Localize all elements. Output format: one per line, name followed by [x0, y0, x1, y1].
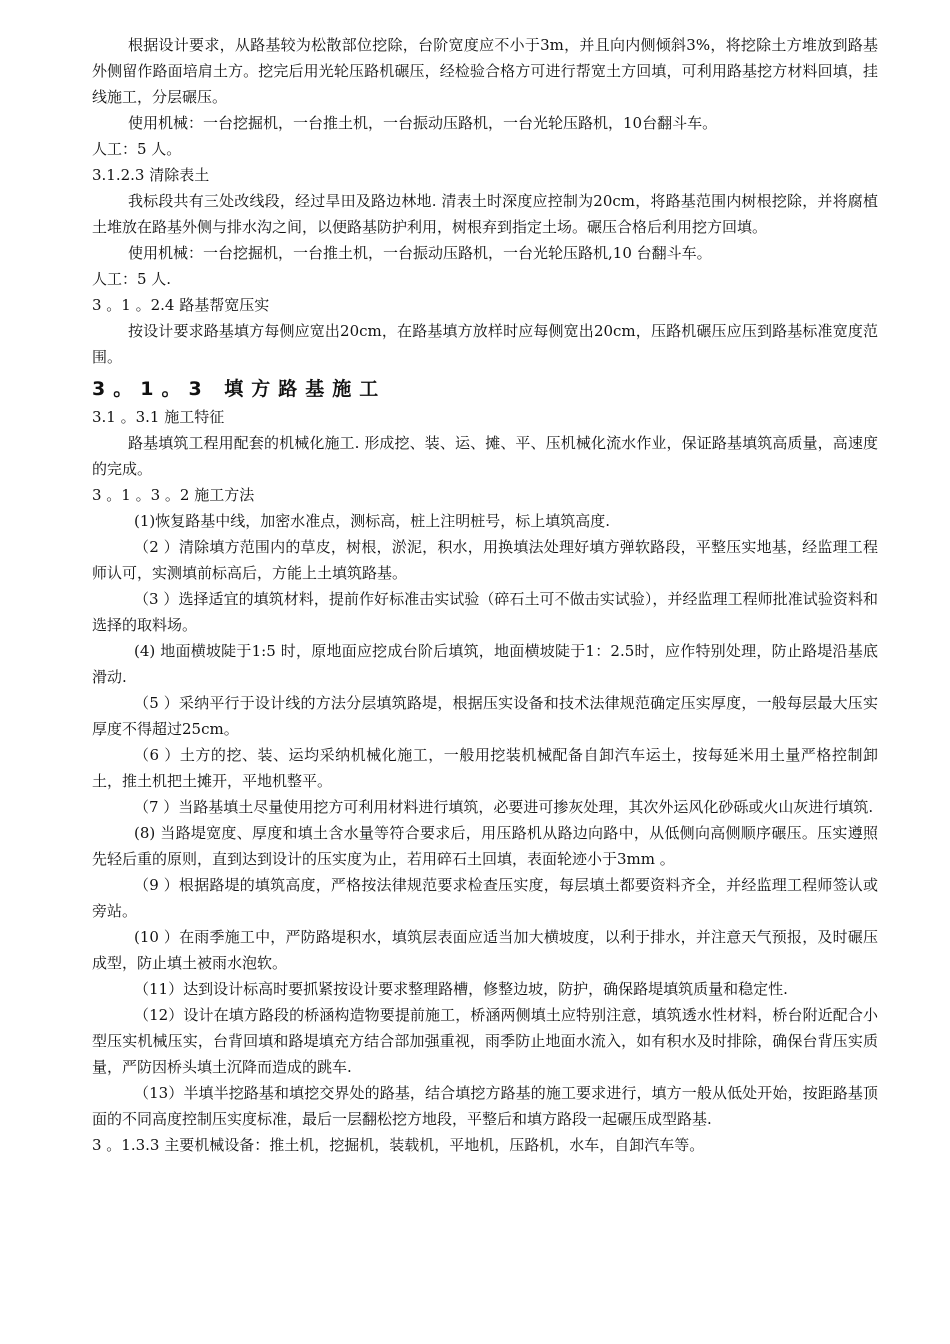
- section-heading-313: 3。1。3 填方路基施工: [92, 378, 387, 400]
- list-item: （3 ）选择适宜的填筑材料，提前作好标准击实试验（碎石土可不做击实试验），并经监理工程师批准试验资料和选择的取料场。: [92, 590, 878, 634]
- paragraph: 使用机械：一台挖掘机，一台推土机，一台振动压路机，一台光轮压路机，10台翻斗车。: [128, 114, 718, 132]
- paragraph: 我标段共有三处改线段，经过旱田及路边林地. 清表土时深度应控制为20cm，将路基范围内树根挖除，并将腐植土堆放在路基外侧与排水沟之间，以便路基防护利用，树根弃到指定土场。碾压合格后利用挖方回填。: [92, 192, 878, 236]
- list-item: （12）设计在填方路段的桥涵构造物要提前施工，桥涵两侧填土应特别注意，填筑透水性材料，桥台附近配合小型压实机械压实，台背回填和路堤填充方结合部加强重视，雨季防止地面水流入，如有积水及时排除，确保台背压实质量，严防因桥头填土沉降而造成的跳车.: [92, 1006, 878, 1076]
- section-heading-3123: 3.1.2.3 清除表土: [92, 166, 210, 184]
- section-heading-3133: 3 。1.3.3 主要机械设备：推土机，挖掘机，装载机，平地机，压路机，水车，自卸汽车等。: [92, 1136, 705, 1154]
- list-item: （6 ）土方的挖、装、运均采纳机械化施工，一般用挖装机械配备自卸汽车运土，按每延米用土量严格控制卸土，推土机把土摊开，平地机整平。: [92, 746, 878, 790]
- paragraph: 路基填筑工程用配套的机械化施工. 形成挖、装、运、摊、平、压机械化流水作业，保证路基填筑高质量，高速度的完成。: [92, 434, 878, 478]
- paragraph: 人工：5 人.: [92, 270, 172, 288]
- document-body: [92, 32, 878, 1158]
- list-item: （9 ）根据路堤的填筑高度，严格按法律规范要求检查压实度，每层填土都要资料齐全，并经监理工程师签认或旁站。: [92, 876, 878, 920]
- section-heading-3132: 3 。1 。3 。2 施工方法: [92, 486, 255, 504]
- list-item: （5 ）采纳平行于设计线的方法分层填筑路堤，根据压实设备和技术法律规范确定压实厚度，一般每层最大压实厚度不得超过25cm。: [92, 694, 878, 738]
- paragraph: 根据设计要求，从路基较为松散部位挖除，台阶宽度应不小于3m，并且向内侧倾斜3%，将挖除土方堆放到路基外侧留作路面培肩土方。挖完后用光轮压路机碾压，经检验合格方可进行帮宽土方回填，可利用路基挖方材料回填，挂线施工，分层碾压。: [92, 36, 878, 106]
- section-heading-3131: 3.1 。3.1 施工特征: [92, 408, 225, 426]
- paragraph: 人工：5 人。: [92, 140, 182, 158]
- method-list: [92, 508, 878, 1132]
- list-item: (10 ）在雨季施工中，严防路堤积水，填筑层表面应适当加大横坡度，以利于排水，并注意天气预报，及时碾压成型，防止填土被雨水泡软。: [92, 928, 878, 972]
- list-item: （2 ）清除填方范围内的草皮，树根，淤泥，积水，用换填法处理好填方弹软路段，平整压实地基，经监理工程师认可，实测填前标高后，方能上土填筑路基。: [92, 538, 878, 582]
- paragraph: 使用机械：一台挖掘机，一台推土机，一台振动压路机，一台光轮压路机,10 台翻斗车。: [128, 244, 712, 262]
- paragraph: 按设计要求路基填方每侧应宽出20cm，在路基填方放样时应每侧宽出20cm，压路机碾压应压到路基标准宽度范围。: [92, 322, 878, 366]
- list-item: (4) 地面横坡陡于1:5 时，原地面应挖成台阶后填筑，地面横坡陡于1：2.5时，应作特别处理，防止路堤沿基底滑动.: [92, 642, 878, 686]
- list-item: （7 ）当路基填土尽量使用挖方可利用材料进行填筑，必要进可掺灰处理，其次外运风化砂砾或火山灰进行填筑.: [134, 798, 874, 816]
- list-item: （13）半填半挖路基和填挖交界处的路基，结合填挖方路基的施工要求进行，填方一般从低处开始，按距路基顶面的不同高度控制压实度标准，最后一层翻松挖方地段，平整后和填方路段一起碾压成型路基.: [92, 1084, 878, 1128]
- section-heading-3124: 3 。1 。2.4 路基帮宽压实: [92, 296, 270, 314]
- list-item: (8) 当路堤宽度、厚度和填土含水量等符合要求后，用压路机从路边向路中，从低侧向高侧顺序碾压。压实遵照先轻后重的原则，直到达到设计的压实度为止，若用碎石土回填，表面轮迹小于3mm 。: [92, 824, 878, 868]
- list-item: （11）达到设计标高时要抓紧按设计要求整理路槽，修整边坡，防护，确保路堤填筑质量和稳定性.: [134, 980, 788, 998]
- list-item: (1)恢复路基中线，加密水准点，测标高，桩上注明桩号，标上填筑高度.: [134, 512, 611, 530]
